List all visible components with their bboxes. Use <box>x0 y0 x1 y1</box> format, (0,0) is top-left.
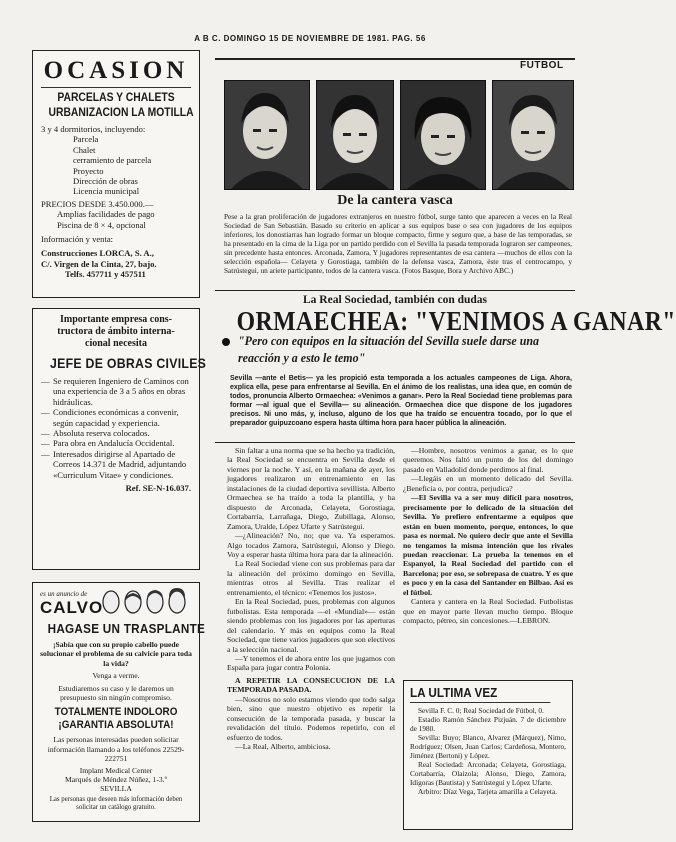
ad-ocasion-item: cerramiento de parcela <box>73 155 152 166</box>
ad-jefe-item: — Condiciones económicas a convenir, según capacidad y experiencia. <box>41 407 191 428</box>
ad-calvo-foot: Las personas que deseen más información deben solicitar un catálogo gratuito. <box>49 795 183 811</box>
ultima-line: Sevilla F. C. 0; Real Sociedad de Fútbol, 0. <box>418 706 544 715</box>
ad-calvo-t2: ¡GARANTIA ABSOLUTA! <box>58 719 174 732</box>
ad-calvo-brand: CALVO <box>40 598 104 617</box>
ad-calvo-title: HAGASE UN TRASPLANTE <box>47 621 206 636</box>
ad-ocasion-title: OCASION <box>41 57 191 88</box>
ad-jefe-ref: Ref. SE-N-16.037. <box>125 483 191 494</box>
ad-calvo-top <box>40 587 192 617</box>
ad-ocasion-item: Chalet <box>73 144 96 155</box>
ad-ocasion-address: C/. Virgen de la Cinta, 27, bajo. <box>41 258 157 269</box>
player-photo-4 <box>492 80 574 190</box>
article-col-2 <box>403 446 573 626</box>
ad-calvo <box>32 582 206 822</box>
ad-jefe-item: — Absoluta reserva colocados. <box>41 428 191 438</box>
divider-1 <box>215 290 575 291</box>
article-paragraph: —El Sevilla va a ser muy difícil para nosotros, precisamente por lo delicado de la situación del Sevilla. Yo prefiero enfrentarme a equipos que están en buen momento, porque, entonces, lo que pasa es normal. No quiero decir que ante el Sevilla no tengamos la misma intención que los rivales puedan reaccionar. La prueba la tenemos en el Espanyol, la Real Sociedad del partido con el Barcelona; por eso, se sobrepasa de cuatro. Y es que es poco y en la casa del Santander en Bilbao. Así es el fútbol. <box>403 493 573 597</box>
ultima-vez-body <box>410 706 566 796</box>
photo-caption: De la cantera vasca <box>337 193 453 208</box>
headline: ORMAECHEA: "VENIMOS A GANAR" <box>236 306 676 336</box>
player-photo-3 <box>400 80 486 190</box>
photo-text: Pese a la gran proliferación de jugadores extranjeros en nuestro fútbol, surge tanto que aparecen a veces en la Real Sociedad de San Sebastián. Basado su criterio en aplicar a sus equipos base o sea con jugadores de los equipos inferiores, los donostiarras han logrado formar un bloque compacto, firme y seguro que, a base de las temporadas, se ha presentado en la cima de la Liga por un partido perdido con el Sevilla la pasada temporada lograron ser campeones, sin precedente hasta entonces. Arconada, Zamora, Y jugadores representantes de esa cantera —muchos de ellos con la selección española— Celayeta y Gorostiaga, también de la defensa vasca, Zamora, éste tras el centrocampo, y Satrústegui, un ariete participante, todos de la cantera vasca. (Fotos Basque, Bora y Archivo ABC.) <box>224 212 572 275</box>
ad-jefe-obras <box>32 308 207 570</box>
divider-2 <box>215 442 575 443</box>
article-paragraph: —Nosotros no solo estamos viendo que todo salga bien, sino que nuestro objetivo es repetir la consecución de la temporada pasada, y buscar la revalidación del título. Podemos repetirlo, con el esfuerzo de todos. <box>227 694 395 742</box>
article-paragraph: Cantera y cantera en la Real Sociedad. Futbolistas que en mayor parte llevan mucho tiempo. Bloque compacto, pétreo, sin concesiones.—LEBRON. <box>403 597 573 626</box>
article-paragraph: Sin faltar a una norma que se ha hecho ya tradición, la Real Sociedad se encuentra en Sevilla desde el viernes por la noche. Y así, en la mañana de ayer, los jugadores realizaron un entrenamiento en las instalaciones de la ciudad deportiva sevillista. Alberto Ormaechea se ha traído a toda la plantilla, y ha dispuesto de Arconada, Celayeta, Gorostiaga, Cortabarría, Larrañaga, Diego, Zubillaga, Alonso, Zamora, Uralde, López Ufarte y Satrústegui. <box>227 446 395 531</box>
article-paragraph: La Real Sociedad viene con sus problemas para dar la alineación del próximo domingo en Sevilla, mientras otros al Sevilla. Tras realizar el entrenamiento, el técnico: «Tenemos los justos». <box>227 559 395 597</box>
article-paragraph: —Hombre, nosotros venimos a ganar, es lo que queremos. Nos faltó un punto de los del domingo pasado en Valladolid donde perdimos al final. <box>403 446 573 474</box>
section-label: FUTBOL <box>520 60 564 71</box>
ultima-line: Sevilla: Buyo; Blanco, Alvarez (Márquez), Nimo, Rodríguez; Olsen, Juan Carlos; Cardeñosa, Montero, Jiménez (Bertoni) y López. <box>410 733 566 760</box>
ad-jefe-intro <box>41 314 191 350</box>
ad-ocasion-price: PRECIOS DESDE 3.450.000.— <box>41 198 154 209</box>
subhead-bullet <box>222 338 230 346</box>
ad-ocasion-phones: Telfs. 457711 y 457511 <box>65 269 146 280</box>
player-photo-1 <box>224 80 310 190</box>
ad-jefe-intro-3: cional necesita <box>85 338 147 349</box>
ultima-line: Estadio Ramón Sánchez Pizjuán. 7 de diciembre de 1980. <box>410 715 566 733</box>
article-paragraph: —Llegáis en un momento delicado del Sevilla. ¿Beneficia o, por contra, perjudica? <box>403 474 573 493</box>
ad-ocasion-info: Información y venta: <box>41 234 114 245</box>
article-signoff: —La Real, Alberto, ambiciosa. <box>235 742 331 752</box>
ad-jefe-item: — Se requieren Ingeniero de Caminos con una experiencia de 3 a 5 años en obras hidráulicas. <box>41 376 191 407</box>
ad-calvo-top-text: es un anuncio de <box>40 590 88 598</box>
ad-ocasion-l2: Piscina de 8 × 4, opcional <box>57 219 146 230</box>
ad-jefe-intro-2: tructora de ámbito interna- <box>57 326 175 337</box>
ultima-line: Real Sociedad: Arconada; Celayeta, Gorostiaga, Cortabarría, Olaizola; Alonso, Diego, Zamora, Idígoras (Bautista) y Satrústegui y López Ufarte. <box>410 760 566 787</box>
ad-jefe-intro-1: Importante empresa cons- <box>59 314 173 325</box>
ultima-vez-box <box>403 680 573 830</box>
kicker: La Real Sociedad, también con dudas <box>302 294 488 306</box>
bald-heads-illustration <box>99 587 195 617</box>
ad-ocasion-item: Dirección de obras <box>73 176 138 187</box>
subheading-repetir: A REPETIR LA CONSECUCION DE LA TEMPORADA PASADA. <box>227 675 395 695</box>
ultima-line: Arbitro: Díaz Vega, Tarjeta amarilla a Celayeta. <box>418 787 558 796</box>
player-photo-2 <box>316 80 394 190</box>
ad-calvo-brand-box <box>40 590 104 617</box>
ad-calvo-venga: Venga a verme. <box>92 671 140 681</box>
ad-calvo-addr: Marqués de Méndez Núñez, 1-3.º <box>65 775 167 785</box>
ad-calvo-question: ¡Sabía que con su propio cabello puede solucionar el problema de su calvicie para toda la vida? <box>40 640 192 668</box>
ad-calvo-t1: TOTALMENTE INDOLORO <box>54 706 178 719</box>
ad-ocasion-sub1: PARCELAS Y CHALETS <box>57 92 175 104</box>
page-header: A B C. DOMINGO 15 DE NOVIEMBRE DE 1981. PAG. 56 <box>194 34 426 43</box>
article-paragraph: —¿Alineación? No, no; que va. Ya esperamos. Algo tocados Zamora, Satrústegui, Alonso y Diego. Voy a esperar hasta última hora para dar la alineación. <box>227 531 395 559</box>
ad-ocasion-item: Licencia municipal <box>73 186 140 197</box>
ad-ocasion-sub2: URBANIZACION LA MOTILLA <box>48 107 194 119</box>
ad-ocasion <box>32 50 200 298</box>
ad-ocasion-l1: Amplias facilidades de pago <box>57 209 155 220</box>
ad-jefe-item: — Interesados dirigirse al Apartado de Correos 14.371 de Madrid, adjuntando «Curriculum Vitae» y condiciones. <box>41 449 191 480</box>
ad-calvo-center: Implant Medical Center <box>79 765 153 775</box>
ad-ocasion-item: Parcela <box>73 134 99 145</box>
ad-jefe-title: JEFE DE OBRAS CIVILES <box>50 355 207 371</box>
ad-ocasion-items <box>41 134 191 196</box>
ad-ocasion-intro: 3 y 4 dormitorios, incluyendo: <box>41 124 146 134</box>
article-paragraph: En la Real Sociedad, pues, problemas con algunos futbolistas. Esta temporada —el «Mundial»— están siendo problemas con los jugadores por las aperturas del calendario. Y más en equipos como la Real Sociedad, que tiene varios jugadores que son electivos a la selección nacional. <box>227 597 395 654</box>
ad-calvo-call: Las personas interesadas pueden solicitar información llamando a los teléfonos 22529-222751 <box>47 735 185 764</box>
ad-calvo-city: SEVILLA <box>100 784 132 794</box>
article-paragraph: —Y tenemos el de ahora entre los que jugamos con España para jugar contra Polonia. <box>227 653 395 673</box>
ad-jefe-list <box>41 376 191 480</box>
ad-ocasion-company: Construcciones LORCA, S. A., <box>41 248 154 259</box>
article-col-1 <box>227 446 395 752</box>
ad-jefe-item: — Para obra en Andalucía Occidental. <box>41 438 191 448</box>
ad-calvo-estudie: Estudiaremos su caso y le daremos un presupuesto sin ningún compromiso. <box>58 683 174 703</box>
ultima-vez-title: LA ULTIMA VEZ <box>410 684 550 703</box>
ad-ocasion-item: Proyecto <box>73 165 104 176</box>
subhead: "Pero con equipos en la situación del Sevilla suele darse una reacción y a esto le temo" <box>238 333 539 365</box>
lead-paragraph: Sevilla —ante el Betis— ya les propició esta temporada a los actuales campeones de Liga. Ahora, explica ella, pese para enfrentarse al Sevilla. En el ánimo de los realistas, una idea que, en común de todos, pronuncia Alberto Ormaechea: «Venimos a ganar». Pero la Real Sociedad tiene problemas para formar —al igual que el Sevilla— su alineación. Ormaechea dice que dispone de los jugadores precisos. Ni uno más, y, incluso, alguno de los que ha traído se encuentra tocado, por lo que el preparador guipuzcoano espera hasta última hora para hacer pública la alineación. <box>230 375 572 427</box>
